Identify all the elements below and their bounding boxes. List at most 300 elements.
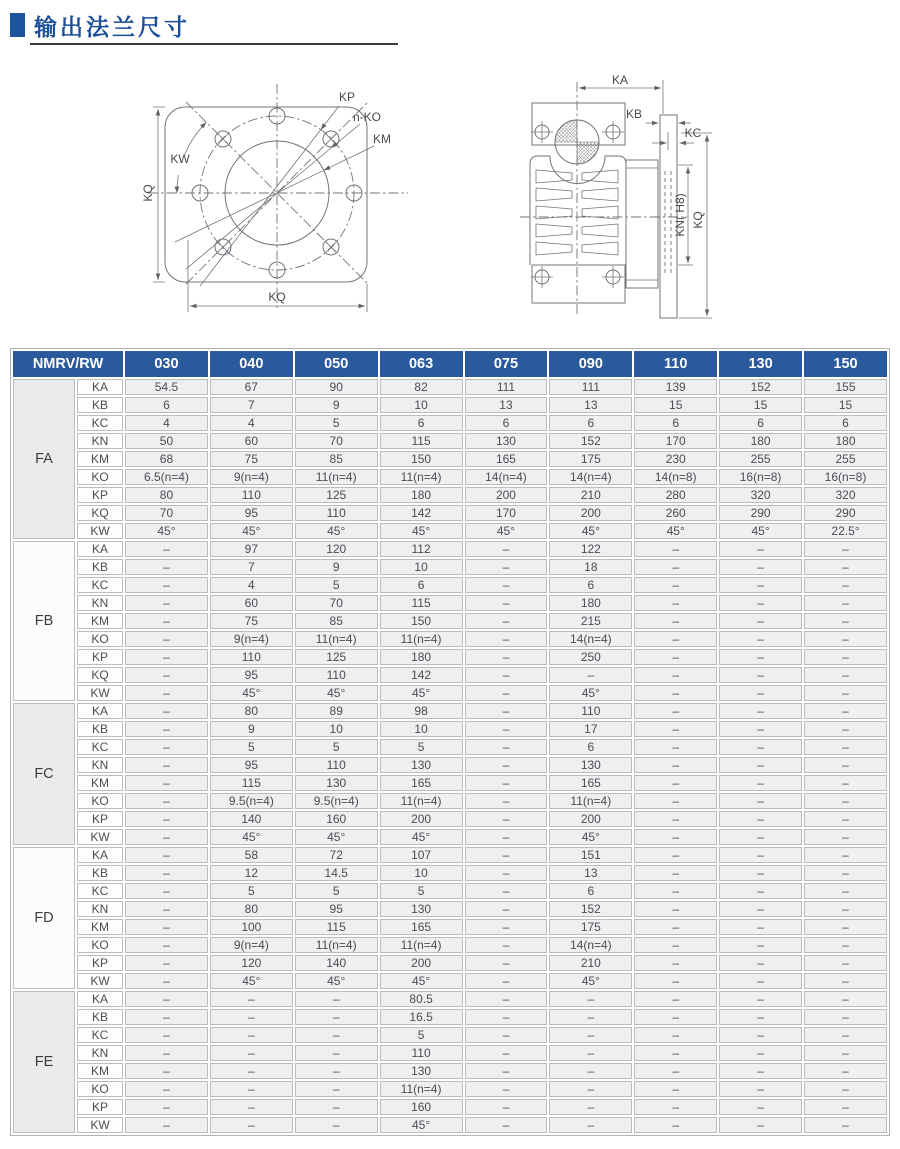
value-cell: – bbox=[465, 649, 548, 665]
value-cell: – bbox=[465, 721, 548, 737]
value-cell: 130 bbox=[295, 775, 378, 791]
value-cell: – bbox=[125, 685, 208, 701]
table-row bbox=[13, 559, 887, 575]
value-cell: 13 bbox=[465, 397, 548, 413]
value-cell: – bbox=[465, 955, 548, 971]
value-cell: 115 bbox=[210, 775, 293, 791]
value-cell: 14.5 bbox=[295, 865, 378, 881]
value-cell: 16.5 bbox=[380, 1009, 463, 1025]
value-cell: – bbox=[804, 973, 887, 989]
value-cell: – bbox=[634, 973, 717, 989]
param-cell: KW bbox=[77, 1117, 123, 1133]
param-cell: KN bbox=[77, 1045, 123, 1061]
value-cell: – bbox=[465, 577, 548, 593]
value-cell: 45° bbox=[210, 523, 293, 539]
value-cell: 142 bbox=[380, 505, 463, 521]
value-cell: – bbox=[804, 757, 887, 773]
value-cell: – bbox=[549, 1099, 632, 1115]
value-cell: – bbox=[125, 793, 208, 809]
value-cell: 6 bbox=[465, 415, 548, 431]
table-row bbox=[13, 703, 887, 719]
value-cell: 142 bbox=[380, 667, 463, 683]
value-cell: – bbox=[719, 1045, 802, 1061]
param-cell: KA bbox=[77, 847, 123, 863]
param-cell: KO bbox=[77, 1081, 123, 1097]
table-row bbox=[13, 685, 887, 701]
value-cell: – bbox=[719, 649, 802, 665]
value-cell: – bbox=[125, 703, 208, 719]
table-row bbox=[13, 595, 887, 611]
table-row bbox=[13, 1117, 887, 1133]
value-cell: 260 bbox=[634, 505, 717, 521]
value-cell: 6 bbox=[804, 415, 887, 431]
param-cell: KP bbox=[77, 487, 123, 503]
value-cell: 45° bbox=[380, 973, 463, 989]
value-cell: 200 bbox=[380, 955, 463, 971]
value-cell: 5 bbox=[295, 883, 378, 899]
value-cell: – bbox=[465, 973, 548, 989]
value-cell: 14(n=8) bbox=[634, 469, 717, 485]
param-cell: KB bbox=[77, 865, 123, 881]
value-cell: 45° bbox=[295, 829, 378, 845]
table-row bbox=[13, 739, 887, 755]
param-cell: KQ bbox=[77, 505, 123, 521]
value-cell: 110 bbox=[210, 649, 293, 665]
param-cell: KM bbox=[77, 1063, 123, 1079]
value-cell: 4 bbox=[125, 415, 208, 431]
value-cell: – bbox=[804, 1063, 887, 1079]
table-row bbox=[13, 1063, 887, 1079]
value-cell: 60 bbox=[210, 433, 293, 449]
value-cell: – bbox=[804, 937, 887, 953]
value-cell: – bbox=[804, 883, 887, 899]
value-cell: 230 bbox=[634, 451, 717, 467]
value-cell: 110 bbox=[549, 703, 632, 719]
value-cell: – bbox=[634, 1027, 717, 1043]
value-cell: 210 bbox=[549, 487, 632, 503]
value-cell: 14(n=4) bbox=[549, 631, 632, 647]
value-cell: 16(n=8) bbox=[804, 469, 887, 485]
param-cell: KO bbox=[77, 937, 123, 953]
value-cell: – bbox=[634, 1009, 717, 1025]
value-cell: – bbox=[804, 991, 887, 1007]
value-cell: 120 bbox=[295, 541, 378, 557]
dim-label-kb: KB bbox=[625, 107, 643, 121]
value-cell: – bbox=[719, 1117, 802, 1133]
value-cell: – bbox=[804, 901, 887, 917]
value-cell: 97 bbox=[210, 541, 293, 557]
value-cell: – bbox=[465, 613, 548, 629]
value-cell: – bbox=[634, 865, 717, 881]
table-row bbox=[13, 865, 887, 881]
dim-label-km: KM bbox=[373, 132, 391, 146]
value-cell: – bbox=[634, 901, 717, 917]
value-cell: 280 bbox=[634, 487, 717, 503]
value-cell: 6 bbox=[549, 739, 632, 755]
value-cell: 200 bbox=[549, 505, 632, 521]
value-cell: 5 bbox=[295, 739, 378, 755]
value-cell: 72 bbox=[295, 847, 378, 863]
value-cell: – bbox=[465, 793, 548, 809]
param-cell: KB bbox=[77, 559, 123, 575]
value-cell: – bbox=[125, 757, 208, 773]
dim-label-kn-h8: KN( H8) bbox=[673, 193, 687, 237]
value-cell: – bbox=[634, 559, 717, 575]
value-cell: 45° bbox=[380, 1117, 463, 1133]
value-cell: 5 bbox=[380, 1027, 463, 1043]
value-cell: 6 bbox=[549, 883, 632, 899]
param-cell: KO bbox=[77, 631, 123, 647]
value-cell: – bbox=[210, 1117, 293, 1133]
group-cell: FE bbox=[13, 991, 75, 1133]
table-row bbox=[13, 811, 887, 827]
value-cell: 320 bbox=[719, 487, 802, 503]
value-cell: – bbox=[634, 631, 717, 647]
value-cell: 18 bbox=[549, 559, 632, 575]
param-cell: KW bbox=[77, 973, 123, 989]
value-cell: – bbox=[125, 1027, 208, 1043]
value-cell: 152 bbox=[549, 901, 632, 917]
value-cell: 152 bbox=[719, 379, 802, 395]
param-cell: KN bbox=[77, 433, 123, 449]
value-cell: 67 bbox=[210, 379, 293, 395]
value-cell: 50 bbox=[125, 433, 208, 449]
value-cell: – bbox=[804, 829, 887, 845]
value-cell: 180 bbox=[719, 433, 802, 449]
table-row bbox=[13, 667, 887, 683]
value-cell: – bbox=[125, 721, 208, 737]
value-cell: 180 bbox=[804, 433, 887, 449]
group-cell: FC bbox=[13, 703, 75, 845]
flange-table-wrapper bbox=[10, 348, 890, 1136]
value-cell: – bbox=[804, 1099, 887, 1115]
value-cell: – bbox=[465, 685, 548, 701]
value-cell: – bbox=[634, 991, 717, 1007]
value-cell: – bbox=[719, 919, 802, 935]
value-cell: 255 bbox=[719, 451, 802, 467]
value-cell: – bbox=[719, 559, 802, 575]
value-cell: – bbox=[719, 1009, 802, 1025]
value-cell: – bbox=[804, 703, 887, 719]
value-cell: 151 bbox=[549, 847, 632, 863]
value-cell: 45° bbox=[549, 523, 632, 539]
value-cell: 5 bbox=[295, 415, 378, 431]
size-column-header: 130 bbox=[719, 351, 802, 377]
value-cell: 165 bbox=[380, 919, 463, 935]
value-cell: 7 bbox=[210, 559, 293, 575]
value-cell: 175 bbox=[549, 919, 632, 935]
value-cell: – bbox=[719, 883, 802, 899]
value-cell: – bbox=[295, 1099, 378, 1115]
table-row bbox=[13, 415, 887, 431]
param-cell: KC bbox=[77, 883, 123, 899]
value-cell: 11(n=4) bbox=[295, 631, 378, 647]
value-cell: – bbox=[719, 613, 802, 629]
param-cell: KA bbox=[77, 991, 123, 1007]
value-cell: 90 bbox=[295, 379, 378, 395]
value-cell: 15 bbox=[804, 397, 887, 413]
value-cell: 9.5(n=4) bbox=[295, 793, 378, 809]
table-row bbox=[13, 1027, 887, 1043]
value-cell: – bbox=[719, 829, 802, 845]
value-cell: 80 bbox=[210, 703, 293, 719]
value-cell: 5 bbox=[295, 577, 378, 593]
value-cell: – bbox=[295, 1117, 378, 1133]
table-row bbox=[13, 973, 887, 989]
value-cell: – bbox=[634, 793, 717, 809]
value-cell: – bbox=[465, 1063, 548, 1079]
value-cell: – bbox=[549, 1027, 632, 1043]
value-cell: 12 bbox=[210, 865, 293, 881]
value-cell: 152 bbox=[549, 433, 632, 449]
value-cell: 6 bbox=[125, 397, 208, 413]
value-cell: 95 bbox=[210, 757, 293, 773]
value-cell: – bbox=[295, 1045, 378, 1061]
table-row bbox=[13, 901, 887, 917]
value-cell: 80.5 bbox=[380, 991, 463, 1007]
value-cell: – bbox=[804, 541, 887, 557]
value-cell: – bbox=[634, 595, 717, 611]
value-cell: 4 bbox=[210, 415, 293, 431]
value-cell: – bbox=[804, 793, 887, 809]
value-cell: 45° bbox=[380, 685, 463, 701]
table-row bbox=[13, 955, 887, 971]
value-cell: – bbox=[210, 1009, 293, 1025]
value-cell: 70 bbox=[125, 505, 208, 521]
title-accent-square bbox=[10, 13, 25, 37]
value-cell: – bbox=[125, 1063, 208, 1079]
param-cell: KW bbox=[77, 829, 123, 845]
value-cell: – bbox=[719, 595, 802, 611]
value-cell: 60 bbox=[210, 595, 293, 611]
value-cell: – bbox=[465, 541, 548, 557]
value-cell: 10 bbox=[295, 721, 378, 737]
value-cell: – bbox=[465, 1009, 548, 1025]
value-cell: – bbox=[634, 721, 717, 737]
value-cell: 139 bbox=[634, 379, 717, 395]
value-cell: – bbox=[634, 1045, 717, 1061]
value-cell: – bbox=[549, 991, 632, 1007]
value-cell: 150 bbox=[380, 613, 463, 629]
value-cell: 110 bbox=[295, 757, 378, 773]
value-cell: – bbox=[465, 1081, 548, 1097]
table-row bbox=[13, 937, 887, 953]
value-cell: 130 bbox=[380, 1063, 463, 1079]
table-row bbox=[13, 1009, 887, 1025]
value-cell: – bbox=[719, 721, 802, 737]
value-cell: – bbox=[634, 613, 717, 629]
value-cell: – bbox=[465, 937, 548, 953]
value-cell: – bbox=[634, 1117, 717, 1133]
value-cell: – bbox=[295, 991, 378, 1007]
value-cell: 125 bbox=[295, 649, 378, 665]
value-cell: 4 bbox=[210, 577, 293, 593]
side-view-diagram bbox=[500, 70, 745, 325]
value-cell: 111 bbox=[465, 379, 548, 395]
dim-label-kq-left: KQ bbox=[141, 184, 155, 202]
value-cell: 45° bbox=[380, 523, 463, 539]
table-row bbox=[13, 397, 887, 413]
value-cell: – bbox=[465, 667, 548, 683]
param-cell: KM bbox=[77, 775, 123, 791]
value-cell: 180 bbox=[380, 649, 463, 665]
value-cell: – bbox=[804, 631, 887, 647]
value-cell: – bbox=[719, 667, 802, 683]
value-cell: – bbox=[719, 847, 802, 863]
value-cell: 160 bbox=[380, 1099, 463, 1115]
value-cell: – bbox=[804, 667, 887, 683]
value-cell: 110 bbox=[380, 1045, 463, 1061]
param-cell: KP bbox=[77, 649, 123, 665]
value-cell: 22.5° bbox=[804, 523, 887, 539]
value-cell: 9 bbox=[210, 721, 293, 737]
value-cell: 10 bbox=[380, 721, 463, 737]
value-cell: 10 bbox=[380, 865, 463, 881]
table-row bbox=[13, 631, 887, 647]
dim-label-kp: KP bbox=[338, 90, 356, 104]
value-cell: 150 bbox=[380, 451, 463, 467]
value-cell: 160 bbox=[295, 811, 378, 827]
value-cell: 80 bbox=[210, 901, 293, 917]
param-cell: KO bbox=[77, 469, 123, 485]
table-row bbox=[13, 433, 887, 449]
value-cell: – bbox=[804, 1045, 887, 1061]
value-cell: 111 bbox=[549, 379, 632, 395]
value-cell: – bbox=[465, 811, 548, 827]
value-cell: 11(n=4) bbox=[380, 793, 463, 809]
value-cell: – bbox=[465, 829, 548, 845]
value-cell: – bbox=[719, 937, 802, 953]
value-cell: – bbox=[125, 631, 208, 647]
value-cell: 200 bbox=[380, 811, 463, 827]
param-cell: KP bbox=[77, 811, 123, 827]
value-cell: 115 bbox=[295, 919, 378, 935]
table-row bbox=[13, 577, 887, 593]
value-cell: – bbox=[634, 937, 717, 953]
gearbox-body bbox=[530, 156, 626, 265]
param-cell: KW bbox=[77, 685, 123, 701]
value-cell: 130 bbox=[549, 757, 632, 773]
value-cell: – bbox=[125, 829, 208, 845]
value-cell: 110 bbox=[295, 667, 378, 683]
value-cell: – bbox=[465, 865, 548, 881]
value-cell: – bbox=[719, 991, 802, 1007]
value-cell: 140 bbox=[210, 811, 293, 827]
value-cell: – bbox=[804, 847, 887, 863]
value-cell: – bbox=[125, 559, 208, 575]
value-cell: 5 bbox=[380, 883, 463, 899]
value-cell: – bbox=[465, 1099, 548, 1115]
value-cell: – bbox=[465, 883, 548, 899]
value-cell: – bbox=[719, 685, 802, 701]
value-cell: – bbox=[125, 667, 208, 683]
value-cell: – bbox=[634, 685, 717, 701]
value-cell: 100 bbox=[210, 919, 293, 935]
value-cell: – bbox=[634, 739, 717, 755]
value-cell: 175 bbox=[549, 451, 632, 467]
value-cell: 9(n=4) bbox=[210, 469, 293, 485]
value-cell: – bbox=[465, 739, 548, 755]
value-cell: 6 bbox=[380, 577, 463, 593]
value-cell: – bbox=[125, 901, 208, 917]
value-cell: – bbox=[804, 721, 887, 737]
table-corner-header: NMRV/RW bbox=[13, 351, 123, 377]
param-cell: KC bbox=[77, 415, 123, 431]
value-cell: – bbox=[125, 1117, 208, 1133]
value-cell: 9 bbox=[295, 559, 378, 575]
value-cell: 7 bbox=[210, 397, 293, 413]
value-cell: 250 bbox=[549, 649, 632, 665]
value-cell: – bbox=[634, 955, 717, 971]
table-row bbox=[13, 613, 887, 629]
value-cell: 6 bbox=[549, 415, 632, 431]
value-cell: 45° bbox=[210, 829, 293, 845]
value-cell: – bbox=[634, 829, 717, 845]
value-cell: – bbox=[634, 775, 717, 791]
table-row bbox=[13, 829, 887, 845]
value-cell: – bbox=[719, 1081, 802, 1097]
value-cell: 5 bbox=[210, 883, 293, 899]
value-cell: 45° bbox=[465, 523, 548, 539]
value-cell: 200 bbox=[465, 487, 548, 503]
dim-label-kq-side: KQ bbox=[691, 211, 705, 229]
table-row bbox=[13, 883, 887, 899]
value-cell: 255 bbox=[804, 451, 887, 467]
value-cell: 85 bbox=[295, 451, 378, 467]
value-cell: 9.5(n=4) bbox=[210, 793, 293, 809]
value-cell: 6.5(n=4) bbox=[125, 469, 208, 485]
param-cell: KO bbox=[77, 793, 123, 809]
value-cell: 14(n=4) bbox=[465, 469, 548, 485]
param-cell: KP bbox=[77, 1099, 123, 1115]
value-cell: – bbox=[804, 1009, 887, 1025]
table-row bbox=[13, 775, 887, 791]
table-row bbox=[13, 1045, 887, 1061]
value-cell: – bbox=[719, 775, 802, 791]
value-cell: – bbox=[125, 973, 208, 989]
value-cell: 14(n=4) bbox=[549, 937, 632, 953]
value-cell: – bbox=[719, 865, 802, 881]
value-cell: 130 bbox=[380, 901, 463, 917]
value-cell: – bbox=[634, 1081, 717, 1097]
value-cell: 11(n=4) bbox=[380, 937, 463, 953]
value-cell: – bbox=[719, 901, 802, 917]
value-cell: 115 bbox=[380, 433, 463, 449]
size-column-header: 090 bbox=[549, 351, 632, 377]
value-cell: – bbox=[465, 1027, 548, 1043]
value-cell: 165 bbox=[549, 775, 632, 791]
value-cell: – bbox=[804, 739, 887, 755]
table-row bbox=[13, 649, 887, 665]
value-cell: 122 bbox=[549, 541, 632, 557]
value-cell: 5 bbox=[380, 739, 463, 755]
value-cell: – bbox=[465, 919, 548, 935]
value-cell: – bbox=[465, 1045, 548, 1061]
param-cell: KN bbox=[77, 901, 123, 917]
table-row bbox=[13, 541, 887, 557]
value-cell: – bbox=[465, 559, 548, 575]
value-cell: 290 bbox=[719, 505, 802, 521]
value-cell: – bbox=[719, 739, 802, 755]
value-cell: – bbox=[804, 559, 887, 575]
value-cell: 45° bbox=[295, 973, 378, 989]
value-cell: 215 bbox=[549, 613, 632, 629]
param-cell: KB bbox=[77, 721, 123, 737]
value-cell: 107 bbox=[380, 847, 463, 863]
value-cell: – bbox=[549, 1117, 632, 1133]
table-row bbox=[13, 379, 887, 395]
value-cell: 11(n=4) bbox=[380, 631, 463, 647]
